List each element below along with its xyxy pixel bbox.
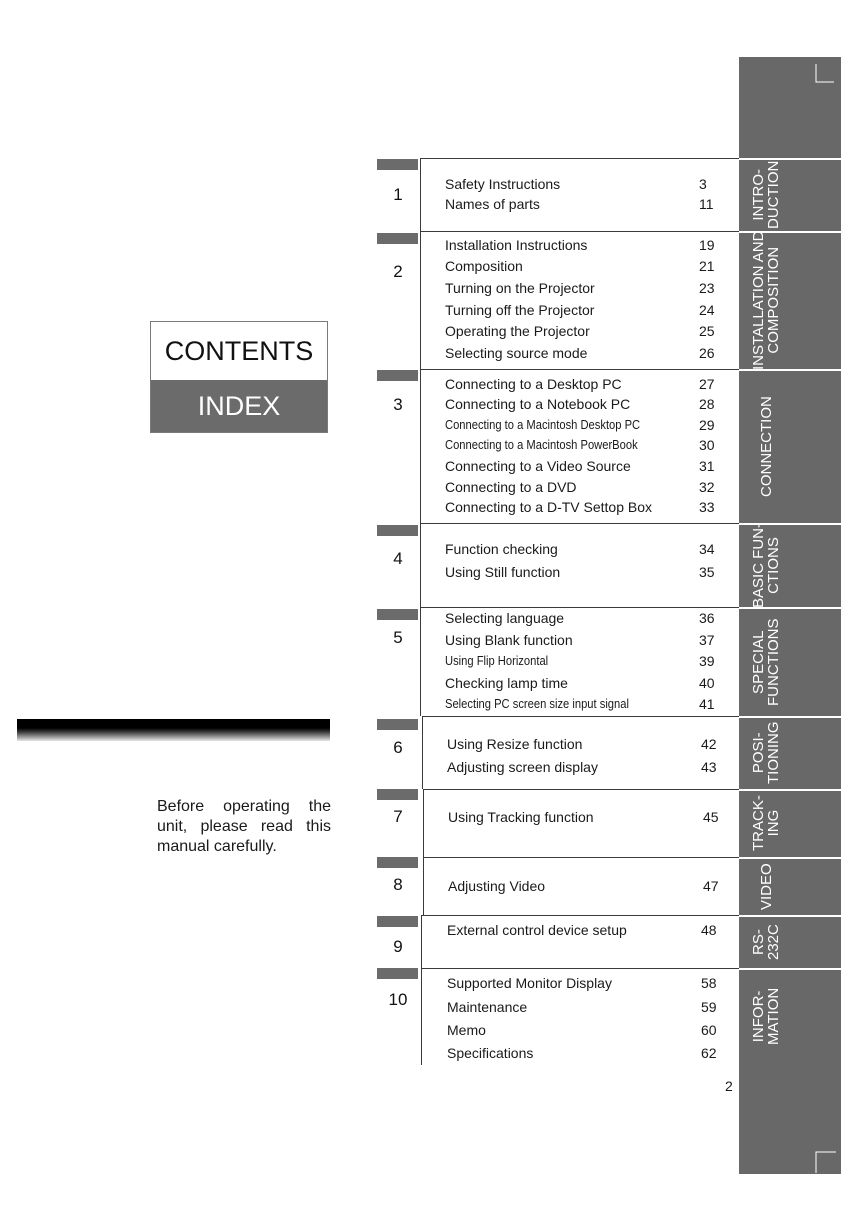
side-tab-label: INSTALLATION AND COMPOSITION [750,230,782,370]
toc-entry-page[interactable]: 23 [699,280,715,296]
section-tab-marker [377,857,418,868]
section-tab-marker [377,525,418,536]
section-left-rule [420,369,421,523]
section-tab-marker [377,789,418,800]
section-left-rule [420,158,421,231]
toc-entry-page[interactable]: 28 [699,396,715,412]
toc-entry-page[interactable]: 32 [699,479,715,495]
reading-note: Before operating the unit, please read this manual carefully. [157,798,331,855]
toc-entry-title[interactable]: Connecting to a DVD [445,479,577,495]
section-tab-marker [377,968,418,979]
side-tab-label: RS- 232C [750,923,782,960]
contents-index-box [150,321,328,433]
toc-entry-page[interactable]: 45 [703,809,719,825]
side-tab-label: POSI- TIONING [750,721,782,784]
side-tab-label: INTRO- DUCTION [750,160,782,229]
section-number: 5 [393,628,403,647]
section-number: 6 [393,738,403,757]
section-left-rule [422,716,423,789]
toc-entry-page[interactable]: 25 [699,323,715,339]
toc-entry-page[interactable]: 43 [701,759,717,775]
section-number: 7 [393,807,403,826]
section-tab-marker [377,609,418,620]
index-title: INDEX [151,380,327,432]
toc-entry-page[interactable]: 62 [701,1045,717,1061]
toc-entry-title[interactable]: Using Blank function [445,632,573,648]
toc-entry-page[interactable]: 21 [699,258,715,274]
toc-entry-title[interactable]: Turning off the Projector [445,302,595,318]
toc-entry-page[interactable]: 47 [703,878,719,894]
toc-entry-title[interactable]: External control device setup [447,922,627,938]
section-number: 10 [388,990,408,1009]
toc-entry-title[interactable]: Selecting source mode [445,345,588,361]
side-tab-label: VIDEO [757,862,775,910]
section-divider [423,857,739,858]
toc-entry-title[interactable]: Using Tracking function [448,809,594,825]
toc-entry-page[interactable]: 3 [699,176,707,192]
toc-entry-title[interactable]: Using Flip Horizontal [445,653,549,668]
section-tab-marker [377,159,418,170]
side-tab-label: TRACK- ING [750,795,782,851]
section-tab-marker [377,719,418,730]
side-tab-divider [739,789,841,791]
side-tab-divider [739,369,841,371]
toc-entry-title[interactable]: Connecting to a Notebook PC [445,396,631,412]
toc-entry-page[interactable]: 58 [701,975,717,991]
section-number: 4 [393,549,403,568]
section-tab-marker [377,370,418,381]
toc-entry-page[interactable]: 48 [701,922,717,938]
toc-entry-page[interactable]: 29 [699,417,715,433]
toc-entry-page[interactable]: 26 [699,345,715,361]
toc-entry-title[interactable]: Checking lamp time [445,675,568,691]
section-left-rule [420,607,421,716]
toc-entry-page[interactable]: 34 [699,541,715,557]
crop-mark-bottom [812,1148,838,1174]
section-tab-marker [377,233,418,244]
toc-entry-page[interactable]: 42 [701,736,717,752]
side-tab-label: CONNECTION [757,395,775,497]
toc-entry-page[interactable]: 39 [699,653,715,669]
toc-entry-title[interactable]: Function checking [445,541,558,557]
toc-entry-page[interactable]: 33 [699,499,715,515]
toc-entry-title[interactable]: Selecting PC screen size input signal [445,696,629,711]
section-divider [422,716,739,717]
toc-entry-title[interactable]: Composition [445,258,523,274]
side-tab-divider [739,716,841,718]
toc-entry-title[interactable]: Supported Monitor Display [447,975,612,991]
toc-entry-title[interactable]: Connecting to a Macintosh Desktop PC [445,417,641,432]
page-number: 2 [725,1078,733,1094]
side-tab-label: INFOR- MATION [750,987,782,1045]
section-divider [421,915,739,916]
side-tab-label: SPECIAL FUNCTIONS [750,618,782,706]
toc-entry-title[interactable]: Using Resize function [447,736,583,752]
decorative-bar [17,719,330,741]
toc-entry-page[interactable]: 30 [699,437,715,453]
toc-entry-title[interactable]: Specifications [447,1045,534,1061]
toc-entry-page[interactable]: 59 [701,999,717,1015]
toc-entry-title[interactable]: Adjusting screen display [447,759,598,775]
section-number: 1 [393,185,403,204]
side-tab-divider [739,968,841,970]
toc-entry-page[interactable]: 60 [701,1022,717,1038]
toc-entry-title[interactable]: Connecting to a D-TV Settop Box [445,499,652,515]
section-divider [420,607,739,608]
toc-entry-page[interactable]: 31 [699,458,715,474]
section-number: 9 [393,937,403,956]
crop-mark-top [812,64,836,84]
section-tab-marker [377,916,418,927]
toc-entry-page[interactable]: 36 [699,610,715,626]
toc-entry-page[interactable]: 35 [699,564,715,580]
section-divider [420,369,739,370]
toc-entry-title[interactable]: Connecting to a Video Source [445,458,631,474]
toc-entry-title[interactable]: Names of parts [445,196,540,212]
toc-entry-title[interactable]: Operating the Projector [445,323,590,339]
section-divider [420,523,739,524]
toc-entry-title[interactable]: Adjusting Video [448,878,546,894]
toc-entry-page[interactable]: 24 [699,302,715,318]
contents-title: CONTENTS [151,322,327,380]
section-number: 8 [393,875,403,894]
section-left-rule [421,968,422,1065]
section-number: 3 [393,395,403,414]
section-left-rule [420,523,421,607]
toc-entry-title[interactable]: Connecting to a Macintosh PowerBook [445,437,638,452]
section-divider [421,968,739,969]
side-tab-divider [739,857,841,859]
toc-entry-title[interactable]: Memo [447,1022,486,1038]
toc-entry-title[interactable]: Maintenance [447,999,528,1015]
side-tab-divider [739,607,841,609]
toc-entry-page[interactable]: 11 [699,196,714,212]
toc-entry-title[interactable]: Using Still function [445,564,561,580]
side-tab-divider [739,158,841,160]
section-left-rule [423,857,424,915]
toc-entry-page[interactable]: 27 [699,376,715,392]
section-left-rule [420,231,421,369]
toc-entry-title[interactable]: Safety Instructions [445,176,561,192]
toc-entry-page[interactable]: 40 [699,675,715,691]
side-tab-label: BASIC FUN- CTIONS [750,522,782,608]
toc-entry-page[interactable]: 37 [699,632,715,648]
section-divider [420,231,739,232]
section-number: 2 [393,262,403,281]
toc-entry-title[interactable]: Turning on the Projector [445,280,595,296]
toc-entry-page[interactable]: 19 [699,237,715,253]
section-left-rule [423,789,424,857]
section-divider [420,158,739,159]
toc-entry-page[interactable]: 41 [699,696,715,712]
section-divider [423,789,739,790]
side-tab-divider [739,915,841,917]
toc-entry-title[interactable]: Selecting language [445,610,565,626]
section-left-rule [421,915,422,968]
toc-entry-title[interactable]: Installation Instructions [445,237,588,253]
toc-entry-title[interactable]: Connecting to a Desktop PC [445,376,622,392]
